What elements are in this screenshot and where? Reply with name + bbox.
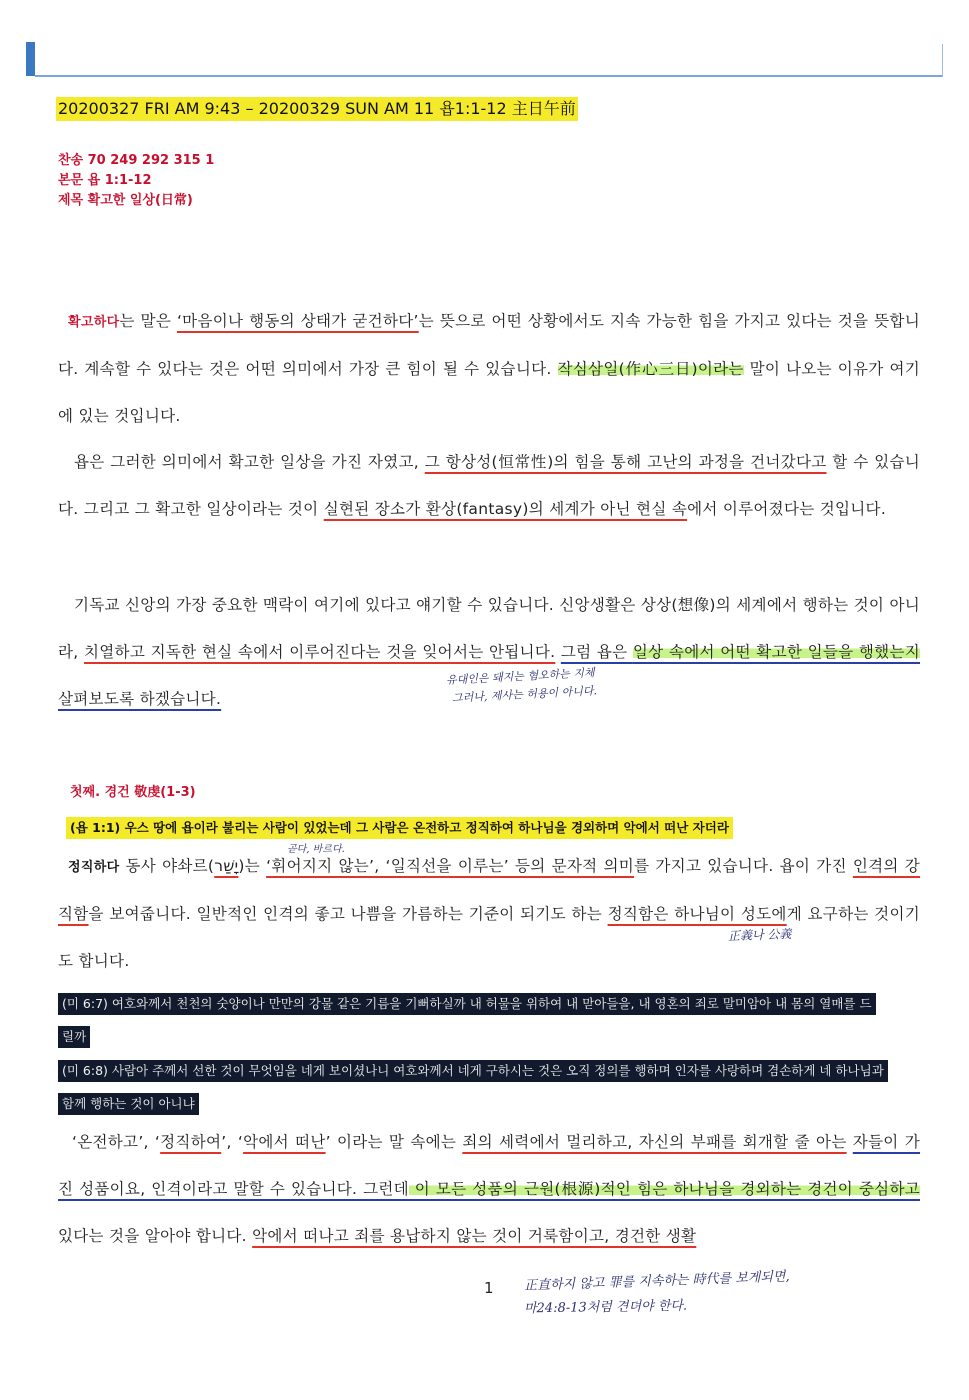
verse-micah-6-7: (미 6:7) 여호와께서 천천의 숫양이나 만만의 강물 같은 기름을 기뻐하실까 내 허물을 위하여 내 맏아들을, 내 영혼의 죄로 말미암아 내 몸의 열매를 드 [58,993,876,1015]
date-line: 20200327 FRI AM 9:43 – 20200329 SUN AM 11 욥1:1-12 主日午前 [56,97,578,121]
intro-paragraph-3: 기독교 신앙의 가장 중요한 맥락이 여기에 있다고 얘기할 수 있습니다. 신앙생활은 상상(想像)의 세계에서 행하는 것이 아니라, 치열하고 지독한 현실 속에서 이루어진다는 것을 잊어서는 안됩니다. 그럼 욥은 일상 속에서 어떤 확고한 일들을 행했는지 살펴보도록 하겠습니다. [58,596,921,708]
sermon-title: 제목 확고한 일상(日常) [58,193,193,208]
page-number: 1 [484,1279,494,1297]
intro-paragraph-1: 확고하다는 말은 ‘마음이나 행동의 상태가 굳건하다’는 뜻으로 어떤 상황에서도 지속 가능한 힘을 가지고 있다는 것을 뜻합니다. 계속할 수 있다는 것은 어떤 의미에서 가장 큰 힘이 될 수 있습니다. 작심삼일(作心三日)이라는 말이 나오는 이유가 여기에 있는 것입니다. [58,312,921,425]
header-accent-bar [26,42,35,76]
verse-job-1-1: (욥 1:1) 우스 땅에 욥이라 불리는 사람이 있었는데 그 사람은 온전하고 정직하여 하나님을 경외하며 악에서 떠난 자더라 [66,817,733,839]
keyword-firm: 확고하다 [68,315,120,330]
verse-micah-6-8: (미 6:8) 사람아 주께서 선한 것이 무엇임을 네게 보이셨나니 여호와께서 네게 구하시는 것은 오직 정의를 행하며 인자를 사랑하며 겸손하게 네 하나님과 [58,1060,888,1082]
handwritten-note-4b: 마24:8-13처럼 견뎌야 한다. [523,1298,688,1317]
intro-paragraph-2: 욥은 그러한 의미에서 확고한 일상을 가진 자였고, 그 항상성(恒常性)의 힘을 통해 고난의 과정을 건너갔다고 할 수 있습니다. 그리고 그 확고한 일상이라는 것이 실현된 장소가 환상(fantasy)의 세계가 아닌 현실 속에서 이루어졌다는 것입니다. [58,453,921,518]
section1-paragraph-2: ‘온전하고’, ‘정직하여’, ‘악에서 떠난’ 이라는 말 속에는 죄의 세력에서 멀리하고, 자신의 부패를 회개할 줄 아는 자들이 가진 성품이요, 인격이라고 말할 수 있습니다. 그런데 이 모든 성품의 근원(根源)적인 힘은 하나님을 경외하는 경건이 중심하고 있다는 것을 알아야 합니다. 악에서 떠나고 죄를 용납하지 않는 것이 거룩함이고, 경건한 생활 [58,1133,920,1245]
section1-paragraph-1: 정직하다 동사 야솨르(יָשַׁר)는 ‘휘어지지 않는’, ‘일직선을 이루는’ 등의 문자적 의미를 가지고 있습니다. 욥이 가진 인격의 강직함을 보여줍니다. 일반적인 인격의 좋고 나쁨을 가름하는 기준이 되기도 하는 정직함은 하나님이 성도에게 요구하는 것이기도 합니다. [58,857,920,970]
header-rule-end [942,44,943,77]
handwritten-note-4a: 正直하지 않고 罪를 지속하는 時代를 보게되면, [523,1269,790,1294]
section-title-piety: 첫째. 경건 敬虔(1-3) [70,785,196,800]
verse-micah-6-7-cont: 릴까 [58,1026,90,1048]
handwritten-note-2: 곧다, 바르다. [287,844,345,855]
handwritten-note-1a: 유대인은 돼지는 혐오하는 지체 [445,666,595,687]
scripture-text: 본문 욥 1:1-12 [58,173,152,188]
handwritten-note-1b: 그러나, 제사는 허용이 아니다. [451,684,598,705]
header-rule [35,75,943,77]
handwritten-note-3: 正義나 公義 [727,926,792,944]
hymn-numbers: 찬송 70 249 292 315 1 [58,153,215,168]
keyword-upright: 정직하다 [68,860,120,875]
verse-micah-6-8-cont: 함께 행하는 것이 아니냐 [58,1093,199,1115]
